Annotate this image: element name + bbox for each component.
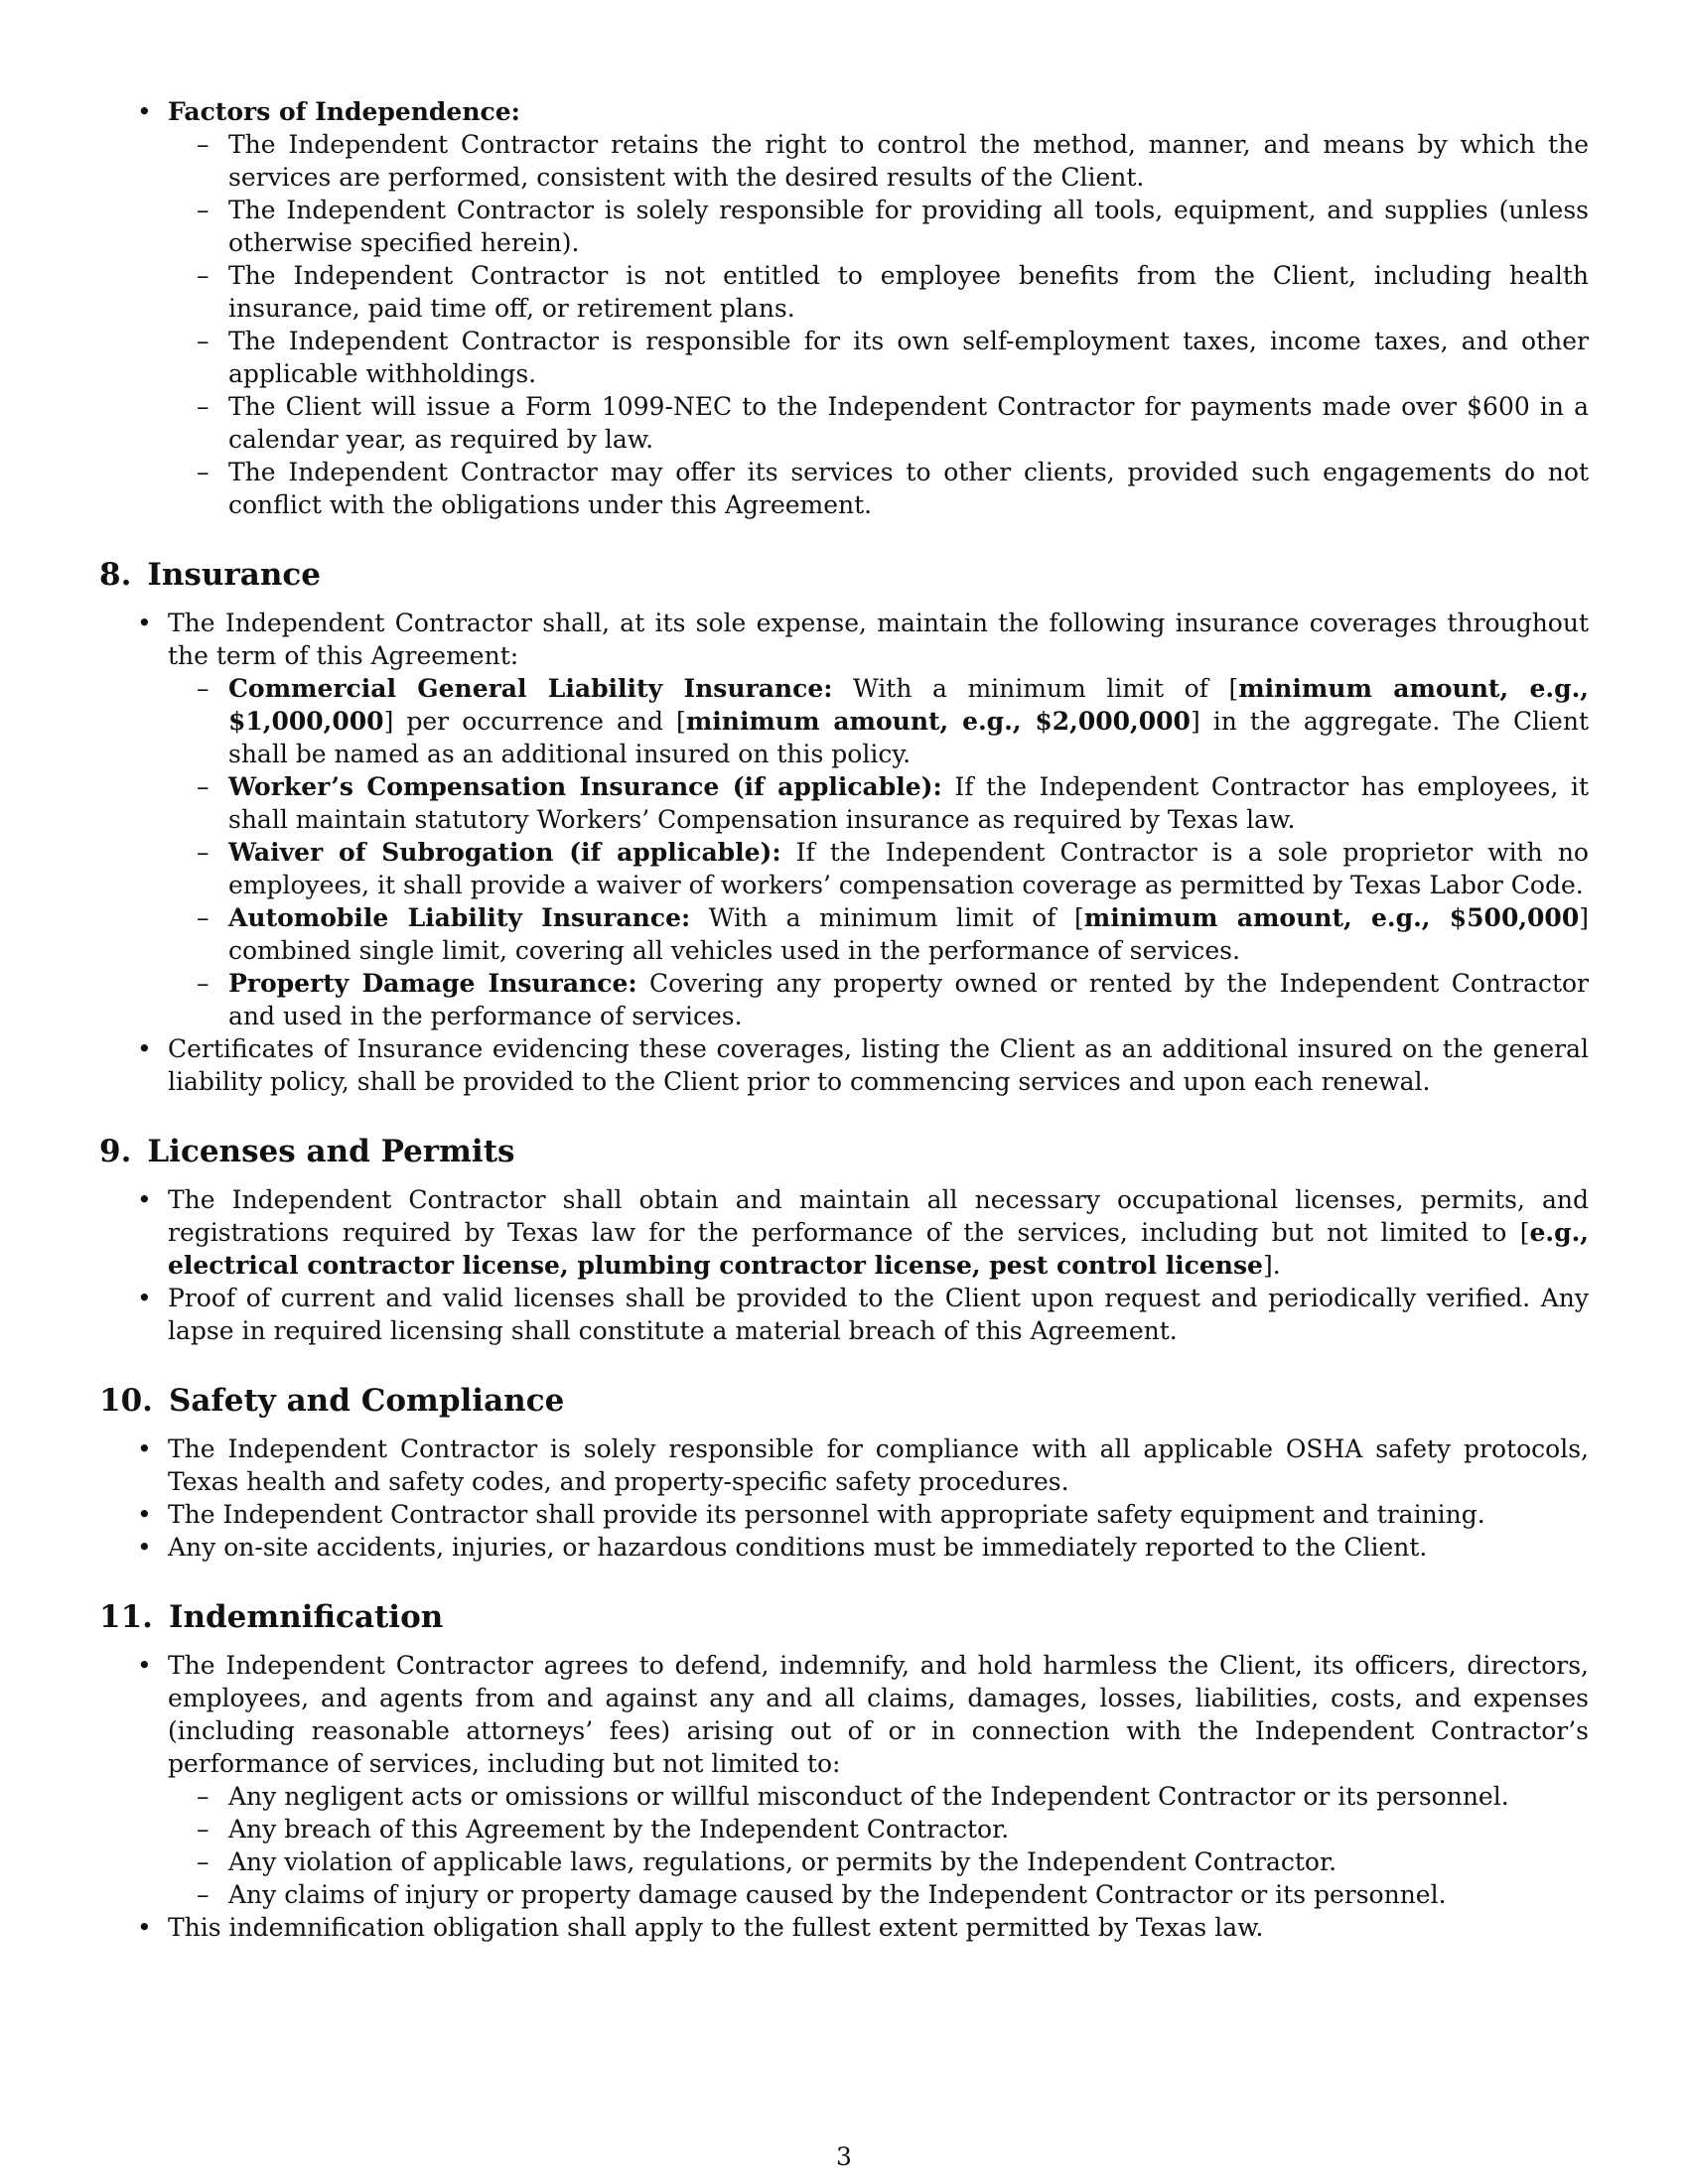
insurance-list (99, 607, 1589, 1098)
licenses-item: • Proof of current and valid licenses shall be provided to the Client upon request and periodically verified. Any lapse in required licensing shall constitute a material breach of this Agreement. (99, 1282, 1589, 1347)
indemnification-list (99, 1649, 1589, 1944)
independence-point: – The Client will issue a Form 1099-NEC to the Independent Contractor for payments made over $600 in a calendar year, as required by law. (168, 390, 1589, 456)
indemnification-point: – Any claims of injury or property damage caused by the Independent Contractor or its personnel. (168, 1878, 1589, 1911)
independence-point: – The Independent Contractor is solely responsible for providing all tools, equipment, and supplies (unless otherwise specified herein). (168, 194, 1589, 259)
independence-heading: Factors of Independence: (168, 97, 520, 126)
independence-item (99, 95, 1589, 521)
indemnification-intro-item (99, 1649, 1589, 1911)
insurance-sublist (168, 672, 1589, 1032)
safety-list (99, 1433, 1589, 1564)
page-number: 3 (836, 2142, 852, 2171)
safety-item: • The Independent Contractor shall provide its personnel with appropriate safety equipment and training. (99, 1498, 1589, 1531)
insurance-cgl: – Commercial General Liability Insurance: With a minimum limit of [minimum amount, e.g., $1,000,000] per occurrence and [minimum amount, e.g., $2,000,000] in the aggregate. The Client shall be named as an additional insured on this policy. (168, 672, 1589, 770)
insurance-auto: – Automobile Liability Insurance: With a minimum limit of [minimum amount, e.g., $500,000] combined single limit, covering all vehicles used in the performance of services. (168, 901, 1589, 967)
independence-point: – The Independent Contractor is not entitled to employee benefits from the Client, including health insurance, paid time off, or retirement plans. (168, 259, 1589, 325)
independence-point: – The Independent Contractor may offer its services to other clients, provided such engagements do not conflict with the obligations under this Agreement. (168, 456, 1589, 521)
insurance-waiver: – Waiver of Subrogation (if applicable): If the Independent Contractor is a sole proprietor with no employees, it shall provide a waiver of workers’ compensation coverage as permitted by Texas Labor Code. (168, 836, 1589, 901)
section-heading-indemnification: 11. Indemnification (99, 1599, 444, 1635)
indemnification-point: – Any negligent acts or omissions or willful misconduct of the Independent Contractor or its personnel. (168, 1780, 1589, 1813)
insurance-intro: The Independent Contractor shall, at its sole expense, maintain the following insurance coverages throughout the term of this Agreement: (168, 609, 1589, 670)
independence-point: – The Independent Contractor is responsible for its own self-employment taxes, income taxes, and other applicable withholdings. (168, 325, 1589, 390)
independence-point: – The Independent Contractor retains the right to control the method, manner, and means by which the services are performed, consistent with the desired results of the Client. (168, 128, 1589, 194)
section-heading-insurance: 8. Insurance (99, 557, 321, 593)
document-page (99, 95, 1589, 1944)
insurance-workers: – Worker’s Compensation Insurance (if applicable): If the Independent Contractor has employees, it shall maintain statutory Workers’ Compensation insurance as required by Texas law. (168, 770, 1589, 836)
indemnification-point: – Any breach of this Agreement by the Independent Contractor. (168, 1813, 1589, 1845)
safety-item: • Any on-site accidents, injuries, or hazardous conditions must be immediately reported to the Client. (99, 1531, 1589, 1564)
independence-sublist (168, 128, 1589, 521)
indemnification-sublist (168, 1780, 1589, 1911)
safety-item: • The Independent Contractor is solely responsible for compliance with all applicable OSHA safety protocols, Texas health and safety codes, and property-specific safety procedures. (99, 1433, 1589, 1498)
independence-list (99, 95, 1589, 521)
indemnification-point: – Any violation of applicable laws, regulations, or permits by the Independent Contractor. (168, 1845, 1589, 1878)
insurance-property: – Property Damage Insurance: Covering any property owned or rented by the Independent Contractor and used in the performance of services. (168, 967, 1589, 1032)
indemnification-closing: • This indemnification obligation shall apply to the fullest extent permitted by Texas law. (99, 1911, 1589, 1944)
insurance-certificates: • Certificates of Insurance evidencing these coverages, listing the Client as an additional insured on the general liability policy, shall be provided to the Client prior to commencing services and upon each renewal. (99, 1032, 1589, 1098)
licenses-list (99, 1183, 1589, 1347)
indemnification-intro: The Independent Contractor agrees to defend, indemnify, and hold harmless the Client, its officers, directors, employees, and agents from and against any and all claims, damages, losses, liabilities, costs, and expenses (including reasonable attorneys’ fees) arising out of or in connection with the Independent Contractor’s performance of services, including but not limited to: (168, 1651, 1589, 1778)
licenses-item: • The Independent Contractor shall obtain and maintain all necessary occupational licenses, permits, and registrations required by Texas law for the performance of the services, including but not limited to [e.g., electrical contractor license, plumbing contractor license, pest control license]. (99, 1183, 1589, 1282)
section-heading-licenses: 9. Licenses and Permits (99, 1134, 515, 1169)
insurance-intro-item (99, 607, 1589, 1032)
section-heading-safety: 10. Safety and Compliance (99, 1383, 565, 1419)
